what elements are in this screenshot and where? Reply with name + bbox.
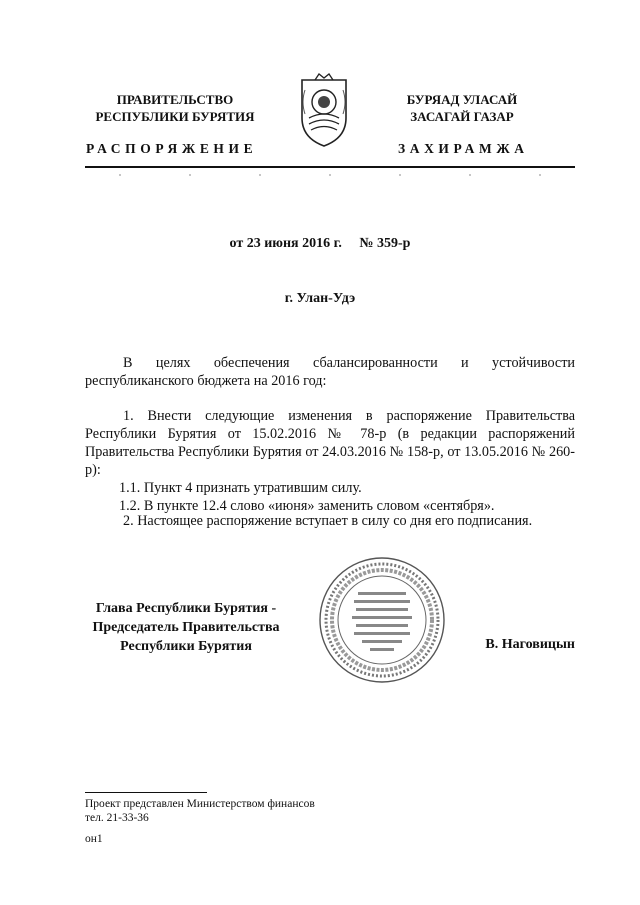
paragraph-preamble: В целях обеспечения сбалансированности и устойчивости республиканского бюджета на 2016 год: xyxy=(85,355,575,389)
document-date: от 23 июня 2016 г. xyxy=(229,236,342,251)
header-right-line1: БУРЯАД УЛАСАЙ xyxy=(406,92,518,107)
footnote-divider xyxy=(85,792,207,793)
footnote xyxy=(85,797,315,825)
signatory-title-line2: Председатель Правительства xyxy=(92,620,280,635)
doc-type-russian: РАСПОРЯЖЕНИЕ xyxy=(86,141,258,156)
item-1-1: 1.1. Пункт 4 признать утратившим силу. xyxy=(119,480,362,496)
header-left xyxy=(80,91,270,125)
signatory-title-line3: Республики Бурятия xyxy=(120,639,252,654)
signatory-name: В. Наговицын xyxy=(485,637,575,652)
footnote-line1: Проект представлен Министерством финансов xyxy=(85,798,315,810)
doc-type-buryat: ЗАХИРАМЖА xyxy=(398,141,529,156)
paragraph-item-2: 2. Настоящее распоряжение вступает в силу со дня его подписания. xyxy=(123,513,533,529)
coat-of-arms-icon xyxy=(297,72,351,150)
header-divider xyxy=(85,166,575,168)
document-number: № 359-р xyxy=(359,236,411,251)
header-right-line2: ЗАСАГАЙ ГАЗАР xyxy=(410,109,514,124)
header-dotted-line xyxy=(85,172,575,178)
header-right xyxy=(382,91,542,125)
paragraph-item-1 xyxy=(85,407,575,515)
document-date-line xyxy=(0,236,640,252)
header-left-line2: РЕСПУБЛИКИ БУРЯТИЯ xyxy=(95,109,255,124)
reference-code: он1 xyxy=(85,833,103,845)
document-city: г. Улан-Удэ xyxy=(284,291,356,306)
item-1-2: 1.2. В пункте 12.4 слово «июня» заменить словом «сентября». xyxy=(119,498,495,514)
signatory-title xyxy=(80,599,292,656)
footnote-line2: тел. 21-33-36 xyxy=(85,812,149,824)
official-seal-icon xyxy=(318,556,446,684)
item-1-text: 1. Внести следующие изменения в распоряжение Правительства Республики Бурятия от 15.02.2016 № 78-р (в редакции распоряжений Правительства Республики Бурятия от 24.03.2016 № 158-р, от 13.05.2016 № 260-р): xyxy=(85,408,575,478)
signatory-title-line1: Глава Республики Бурятия - xyxy=(95,601,277,616)
header-left-line1: ПРАВИТЕЛЬСТВО xyxy=(116,92,234,107)
